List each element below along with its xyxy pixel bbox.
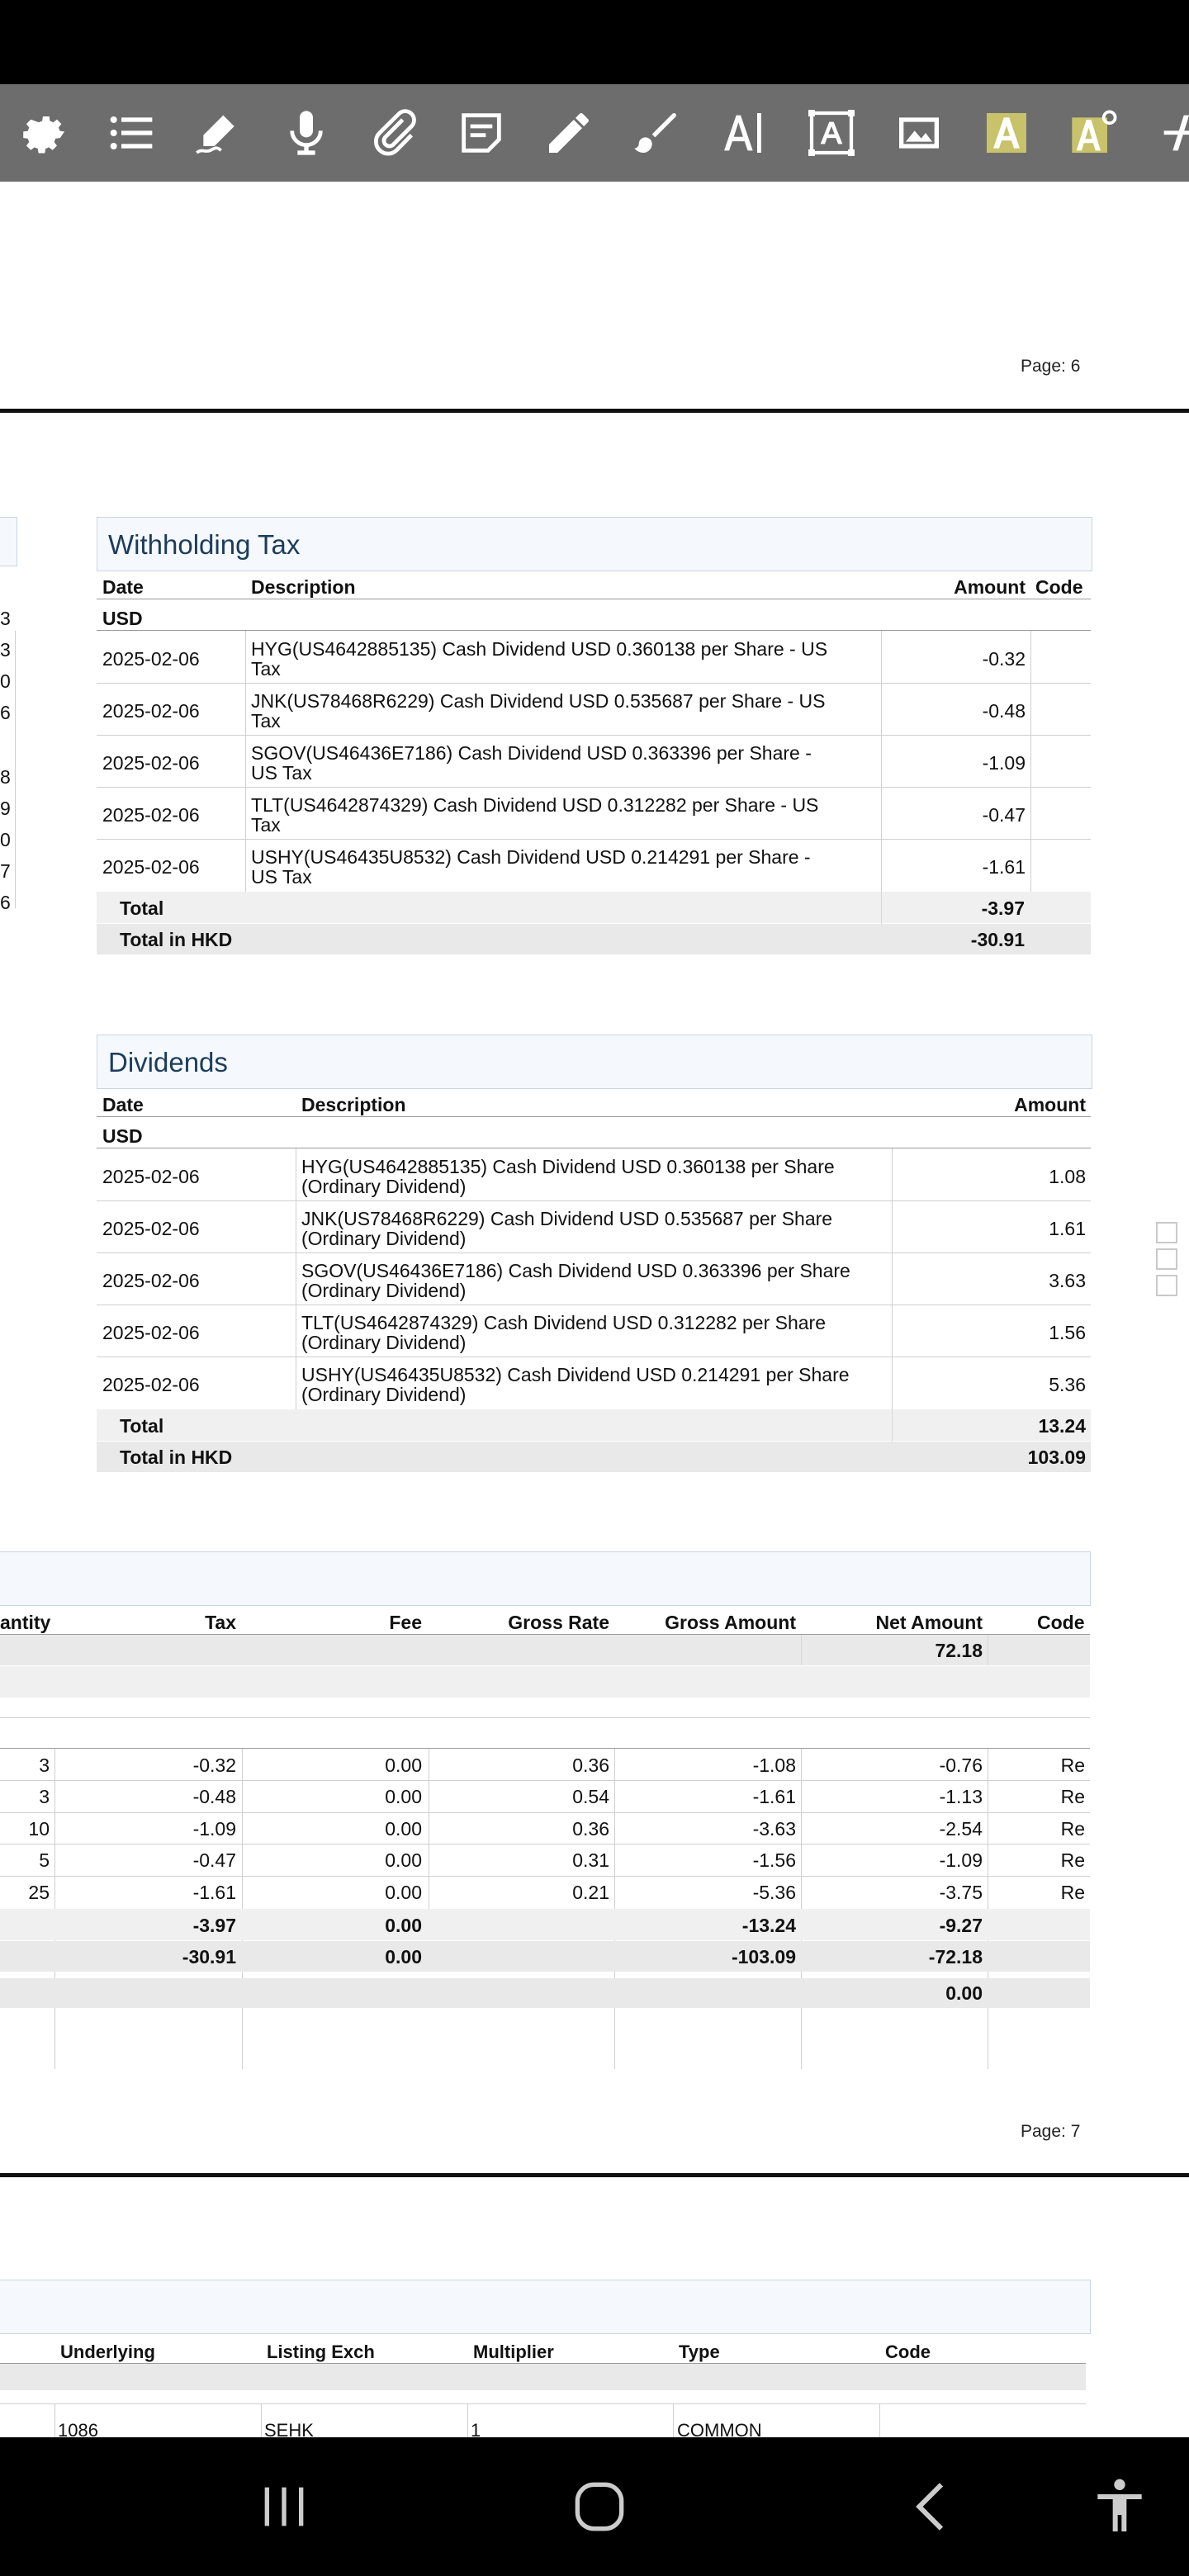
side-checkbox[interactable]: [1156, 1275, 1177, 1296]
row-description-cont: Tax: [251, 658, 281, 680]
row-description: SGOV(US46436E7186) Cash Dividend USD 0.363396 per Share: [301, 1260, 850, 1281]
accessibility-button[interactable]: [1070, 2437, 1169, 2576]
row-gross-rate: 0.21: [572, 1882, 609, 1903]
row-amount: -0.48: [982, 700, 1026, 722]
row-code: Re: [1060, 1754, 1085, 1776]
row-description: JNK(US78468R6229) Cash Dividend USD 0.535687 per Share - US: [251, 690, 826, 712]
row-amount: 5.36: [1049, 1374, 1086, 1395]
row-date: 2025-02-06: [102, 1322, 200, 1343]
row-quantity: 10: [28, 1818, 50, 1840]
row-quantity: 3: [39, 1754, 50, 1776]
col-code: Code: [885, 2342, 931, 2362]
row-tax: -1.61: [192, 1882, 236, 1903]
row-fee: 0.00: [385, 1786, 422, 1807]
row-date: 2025-02-06: [102, 856, 200, 878]
total-hkd-value: 103.09: [1027, 1447, 1086, 1468]
page-separator: [0, 409, 1189, 413]
row-quantity: 25: [28, 1882, 50, 1903]
total-fee: 0.00: [385, 1915, 422, 1936]
row-amount: -0.47: [982, 804, 1026, 826]
dividends-header-box: [97, 1035, 1092, 1089]
total-gross: -13.24: [741, 1915, 796, 1936]
row-code: Re: [1060, 1818, 1085, 1840]
total-hkd-row: [97, 924, 1091, 954]
page-number-6: Page: 6: [1021, 357, 1081, 376]
text-cursor-icon[interactable]: [700, 84, 788, 182]
list-icon[interactable]: [88, 84, 175, 182]
row-description: TLT(US4642874329) Cash Dividend USD 0.312282 per Share: [301, 1312, 827, 1333]
text-box-icon[interactable]: [788, 84, 875, 182]
row-net-amount: -3.75: [939, 1882, 983, 1903]
row-amount: -1.61: [982, 856, 1026, 878]
col-date: Date: [102, 1094, 144, 1115]
highlight-text-icon[interactable]: [963, 84, 1050, 182]
row-net-amount: -1.13: [939, 1786, 983, 1807]
col-amount: Amount: [1014, 1094, 1086, 1115]
side-checkbox[interactable]: [1156, 1222, 1177, 1243]
row-date: 2025-02-06: [102, 700, 200, 722]
back-icon: [900, 2474, 966, 2540]
microphone-icon[interactable]: [263, 84, 350, 182]
instruments-header-box: [0, 2280, 1091, 2334]
row-description-cont: (Ordinary Dividend): [301, 1228, 467, 1249]
total-value: 13.24: [1038, 1415, 1086, 1437]
total-row: [97, 1409, 1091, 1441]
left-cut-digit: 8: [0, 766, 11, 788]
total-label: Total: [120, 897, 164, 919]
col-tax: Tax: [205, 1612, 236, 1633]
total-hkd-tax: -30.91: [182, 1946, 236, 1968]
brush-icon[interactable]: [613, 84, 700, 182]
col-gross-amount: Gross Amount: [665, 1612, 796, 1633]
total-row: [97, 892, 1091, 923]
left-cut-digit: 0: [0, 670, 11, 692]
row-type: COMMON: [677, 2420, 762, 2437]
row-net-amount: -2.54: [939, 1818, 983, 1840]
row-gross-rate: 0.36: [572, 1754, 609, 1776]
row-amount: 1.08: [1049, 1166, 1086, 1187]
col-code: Code: [1035, 576, 1083, 598]
currency-label: USD: [102, 608, 143, 629]
row-description-cont: (Ordinary Dividend): [301, 1176, 467, 1197]
total-hkd-row: [97, 1442, 1091, 1472]
row-date: 2025-02-06: [102, 752, 200, 774]
left-cut-digit: 6: [0, 892, 11, 913]
total-value: -3.97: [981, 897, 1025, 919]
col-underlying: Underlying: [60, 2342, 155, 2362]
total-hkd-label: Total in HKD: [120, 1447, 233, 1468]
row-tax: -0.47: [192, 1849, 236, 1871]
row-description-cont: US Tax: [251, 866, 312, 888]
gear-icon[interactable]: [0, 84, 88, 182]
total-hkd-label: Total in HKD: [120, 929, 233, 950]
section-title: Dividends: [108, 1047, 228, 1077]
row-tax: -1.09: [192, 1818, 236, 1840]
detail-header-box: [0, 1551, 1091, 1606]
total-net: -9.27: [939, 1915, 983, 1936]
col-code: Code: [1037, 1612, 1085, 1633]
left-cut-digit: 3: [0, 639, 11, 661]
left-cut-digit: 0: [0, 829, 11, 850]
total-hkd-fee: 0.00: [385, 1946, 422, 1968]
row-amount: 3.63: [1049, 1270, 1086, 1291]
row-date: 2025-02-06: [102, 648, 200, 670]
row-description: HYG(US4642885135) Cash Dividend USD 0.360138 per Share: [301, 1156, 835, 1177]
home-icon: [566, 2474, 632, 2540]
paperclip-icon[interactable]: [350, 84, 438, 182]
row-description-cont: US Tax: [251, 762, 312, 784]
row-description: JNK(US78468R6229) Cash Dividend USD 0.535687 per Share: [301, 1208, 833, 1229]
left-panel-edge: [0, 517, 17, 566]
row-gross-rate: 0.36: [572, 1818, 609, 1840]
status-bar: [0, 0, 1189, 84]
row-fee: 0.00: [385, 1882, 422, 1903]
row-code: Re: [1060, 1786, 1085, 1807]
row-listing-exch: SEHK: [264, 2420, 314, 2437]
row-amount: 1.56: [1049, 1322, 1086, 1343]
col-quantity: antity: [0, 1612, 51, 1633]
row-tax: -0.32: [192, 1754, 236, 1776]
page-separator: [0, 2173, 1189, 2177]
image-icon[interactable]: [875, 84, 963, 182]
row-description: USHY(US46435U8532) Cash Dividend USD 0.214291 per Share -: [251, 846, 811, 868]
row-tax: -0.48: [192, 1786, 236, 1807]
row-gross-amount: -1.08: [752, 1754, 796, 1776]
annotation-toolbar: [0, 84, 1189, 182]
row-date: 2025-02-06: [102, 1270, 200, 1291]
detail-total-hkd-row: [0, 1941, 1090, 1972]
row-fee: 0.00: [385, 1849, 422, 1871]
row-gross-rate: 0.31: [572, 1849, 609, 1871]
note-icon[interactable]: [438, 84, 525, 182]
recent-apps-button[interactable]: [234, 2437, 334, 2576]
row-description: SGOV(US46436E7186) Cash Dividend USD 0.363396 per Share -: [251, 742, 812, 764]
home-button[interactable]: [550, 2437, 649, 2576]
col-date: Date: [102, 576, 144, 598]
row-gross-amount: -5.36: [752, 1882, 796, 1903]
section-title: Withholding Tax: [108, 529, 301, 560]
row-description-cont: (Ordinary Dividend): [301, 1332, 467, 1353]
row-description-cont: Tax: [251, 814, 281, 836]
row-gross-rate: 0.54: [572, 1786, 609, 1807]
row-multiplier: 1: [471, 2420, 481, 2437]
row-quantity: 5: [39, 1849, 50, 1871]
row-code: Re: [1060, 1849, 1085, 1871]
left-cut-digit: 6: [0, 702, 11, 723]
row-date: 2025-02-06: [102, 1374, 200, 1395]
summary-net: 72.18: [935, 1640, 983, 1661]
total-label: Total: [120, 1415, 164, 1437]
total-hkd-value: -30.91: [970, 929, 1025, 950]
col-listing-exch: Listing Exch: [267, 2342, 375, 2362]
side-checkbox[interactable]: [1156, 1248, 1177, 1270]
document-viewer[interactable]: [0, 182, 1189, 2437]
row-description: HYG(US4642885135) Cash Dividend USD 0.360138 per Share - US: [251, 638, 828, 660]
row-description: TLT(US4642874329) Cash Dividend USD 0.312282 per Share - US: [251, 794, 819, 816]
left-cut-digit: 7: [0, 860, 11, 882]
total-tax: -3.97: [192, 1915, 236, 1936]
back-button[interactable]: [883, 2437, 983, 2576]
total-hkd-gross: -103.09: [731, 1946, 796, 1968]
detail-total-row: [0, 1909, 1090, 1940]
row-amount: -0.32: [982, 648, 1026, 670]
recent-apps-icon: [251, 2474, 317, 2540]
pencil-icon[interactable]: [525, 84, 613, 182]
row-gross-amount: -3.63: [752, 1818, 796, 1840]
row-amount: 1.61: [1049, 1218, 1086, 1239]
row-underlying: 1086: [58, 2420, 98, 2437]
page-number-7: Page: 7: [1021, 2122, 1081, 2141]
row-date: 2025-02-06: [102, 804, 200, 826]
navigation-bar: [0, 2437, 1189, 2576]
row-code: Re: [1060, 1882, 1085, 1903]
col-fee: Fee: [389, 1612, 422, 1633]
row-description-cont: Tax: [251, 710, 281, 732]
left-cut-digit: 3: [0, 608, 11, 629]
row-quantity: 3: [39, 1786, 50, 1807]
final-net: 0.00: [945, 1982, 983, 2004]
signature-pen-icon[interactable]: [175, 84, 263, 182]
row-description-cont: (Ordinary Dividend): [301, 1384, 467, 1405]
row-net-amount: -0.76: [939, 1754, 983, 1776]
left-cut-digit: 9: [0, 798, 11, 819]
col-multiplier: Multiplier: [473, 2342, 554, 2362]
row-net-amount: -1.09: [939, 1849, 983, 1871]
currency-label: USD: [102, 1125, 143, 1147]
detail-final-row: [0, 1978, 1090, 2008]
row-amount: -1.09: [982, 752, 1026, 774]
col-description: Description: [301, 1094, 406, 1115]
withholding-tax-header-box: [97, 517, 1092, 571]
col-type: Type: [679, 2342, 720, 2362]
col-gross-rate: Gross Rate: [508, 1612, 609, 1633]
row-fee: 0.00: [385, 1754, 422, 1776]
detail-subheader-row: [0, 1666, 1090, 1698]
strikethrough-icon[interactable]: [1138, 84, 1189, 182]
accessibility-icon: [1087, 2474, 1153, 2540]
row-description: USHY(US46435U8532) Cash Dividend USD 0.214291 per Share: [301, 1364, 850, 1385]
row-date: 2025-02-06: [102, 1218, 200, 1239]
detail-summary-row: [0, 1635, 1090, 1665]
row-description-cont: (Ordinary Dividend): [301, 1280, 467, 1301]
total-hkd-net: -72.18: [928, 1946, 983, 1968]
instruments-subheader-row: [0, 2364, 1086, 2390]
row-date: 2025-02-06: [102, 1166, 200, 1187]
col-amount: Amount: [954, 576, 1026, 598]
col-net-amount: Net Amount: [875, 1612, 983, 1633]
row-gross-amount: -1.56: [752, 1849, 796, 1871]
row-fee: 0.00: [385, 1818, 422, 1840]
text-style-icon[interactable]: [1050, 84, 1138, 182]
row-gross-amount: -1.61: [752, 1786, 796, 1807]
col-description: Description: [251, 576, 356, 598]
